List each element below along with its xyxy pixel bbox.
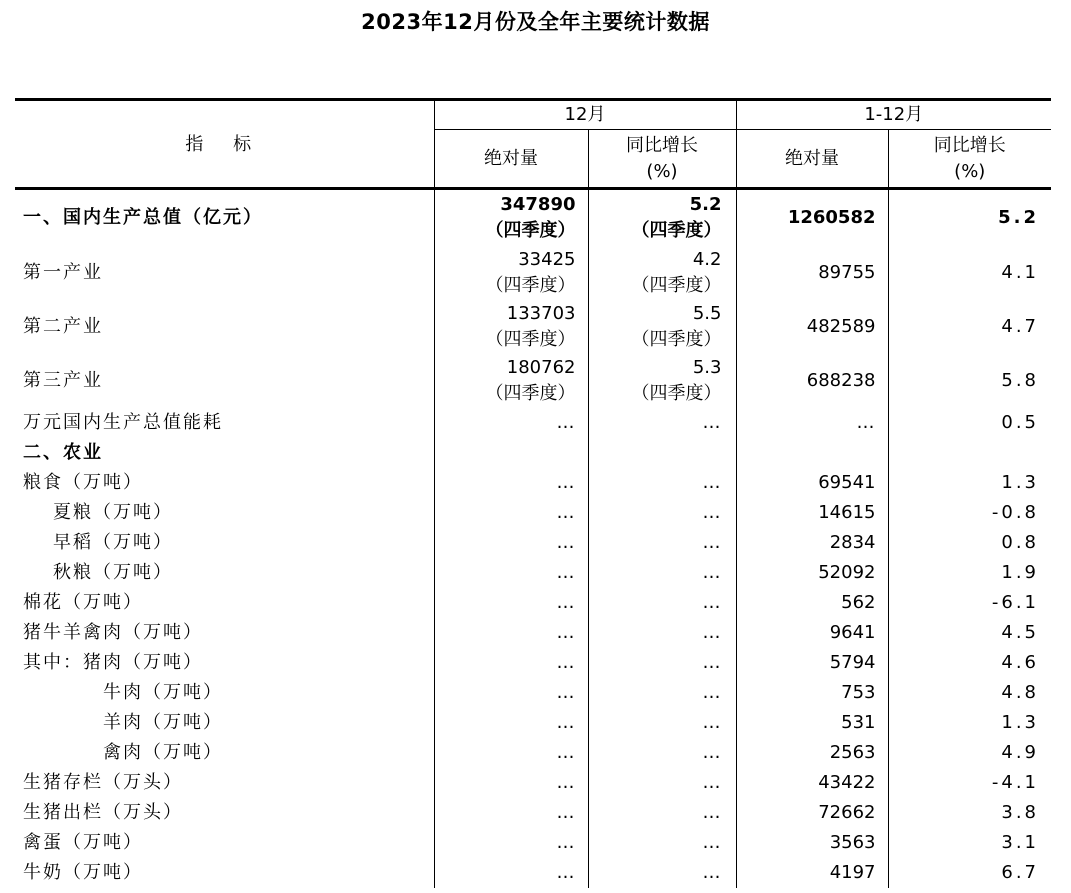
period-note: （四季度） bbox=[485, 329, 576, 350]
row-label: 万元国内生产总值能耗 bbox=[15, 408, 434, 438]
month-yoy-cell: … bbox=[588, 468, 736, 498]
period-note: （四季度） bbox=[631, 220, 722, 241]
month-yoy-cell: … bbox=[588, 408, 736, 438]
year-yoy-cell: -4.1 bbox=[991, 772, 1040, 793]
year-absolute-cell: 4197 bbox=[736, 858, 888, 888]
row-label: 牛奶（万吨） bbox=[15, 858, 434, 888]
row-label: 生猪出栏（万头） bbox=[15, 798, 434, 828]
table-row bbox=[15, 528, 1051, 558]
header-row-periods bbox=[15, 100, 1051, 130]
row-label: 牛肉（万吨） bbox=[15, 678, 434, 708]
table-row bbox=[15, 498, 1051, 528]
month-absolute-cell bbox=[434, 438, 588, 468]
year-period-header: 1-12月 bbox=[736, 100, 1051, 130]
month-absolute-cell bbox=[434, 300, 588, 354]
row-label: 一、国内生产总值（亿元） bbox=[15, 189, 434, 247]
period-note: （四季度） bbox=[631, 275, 722, 296]
section-row bbox=[15, 438, 1051, 468]
year-absolute-cell: 3563 bbox=[736, 828, 888, 858]
month-absolute-cell: … bbox=[434, 528, 588, 558]
statistics-table bbox=[15, 98, 1051, 888]
table-row bbox=[15, 189, 1051, 247]
month-yoy-cell bbox=[588, 189, 736, 247]
table-row bbox=[15, 708, 1051, 738]
period-note: （四季度） bbox=[485, 220, 576, 241]
table-row bbox=[15, 246, 1051, 300]
year-absolute-cell: 482589 bbox=[736, 300, 888, 354]
month-yoy-header bbox=[588, 130, 736, 189]
year-absolute-cell: 72662 bbox=[736, 798, 888, 828]
year-absolute-cell: 1260582 bbox=[736, 189, 888, 247]
page-title: 2023年12月份及全年主要统计数据 bbox=[361, 10, 710, 34]
month-yoy-cell: … bbox=[588, 528, 736, 558]
row-label: 羊肉（万吨） bbox=[15, 708, 434, 738]
year-absolute-header: 绝对量 bbox=[736, 130, 888, 189]
year-yoy-cell: 4.6 bbox=[1001, 652, 1040, 673]
year-yoy-cell: 6.7 bbox=[1001, 862, 1040, 883]
value: 180762 bbox=[506, 357, 576, 378]
month-yoy-cell: … bbox=[588, 618, 736, 648]
month-absolute-cell: … bbox=[434, 618, 588, 648]
month-absolute-cell: … bbox=[434, 738, 588, 768]
month-yoy-cell: … bbox=[588, 648, 736, 678]
row-label: 夏粮（万吨） bbox=[15, 498, 434, 528]
month-absolute-cell: … bbox=[434, 408, 588, 438]
table-row bbox=[15, 558, 1051, 588]
month-yoy-cell bbox=[588, 246, 736, 300]
month-absolute-cell: … bbox=[434, 768, 588, 798]
row-label: 禽蛋（万吨） bbox=[15, 828, 434, 858]
month-absolute-cell: … bbox=[434, 498, 588, 528]
table-row bbox=[15, 768, 1051, 798]
month-yoy-cell: … bbox=[588, 588, 736, 618]
table-row bbox=[15, 300, 1051, 354]
month-absolute-cell bbox=[434, 189, 588, 247]
month-yoy-cell: … bbox=[588, 678, 736, 708]
year-absolute-cell: 52092 bbox=[736, 558, 888, 588]
value: 4.2 bbox=[692, 249, 722, 270]
year-yoy-cell: 1.3 bbox=[1001, 472, 1040, 493]
month-absolute-cell: … bbox=[434, 798, 588, 828]
year-yoy-cell: 5.2 bbox=[998, 207, 1040, 228]
month-yoy-cell: … bbox=[588, 768, 736, 798]
section-heading: 二、农业 bbox=[15, 438, 434, 468]
indicator-column-header: 指 标 bbox=[15, 100, 434, 189]
year-yoy-cell: -0.8 bbox=[991, 502, 1040, 523]
year-absolute-cell: 43422 bbox=[736, 768, 888, 798]
value: 33425 bbox=[518, 249, 576, 270]
table-row bbox=[15, 738, 1051, 768]
month-absolute-cell: … bbox=[434, 558, 588, 588]
month-yoy-cell: … bbox=[588, 828, 736, 858]
period-note: （四季度） bbox=[631, 383, 722, 404]
month-absolute-cell bbox=[434, 246, 588, 300]
table-row bbox=[15, 588, 1051, 618]
month-absolute-cell: … bbox=[434, 678, 588, 708]
month-yoy-cell: … bbox=[588, 738, 736, 768]
value: 5.5 bbox=[692, 303, 722, 324]
row-label: 禽肉（万吨） bbox=[15, 738, 434, 768]
value: 347890 bbox=[500, 194, 576, 215]
year-yoy-cell: 4.7 bbox=[1001, 316, 1040, 337]
year-absolute-cell: 2834 bbox=[736, 528, 888, 558]
month-absolute-header: 绝对量 bbox=[434, 130, 588, 189]
month-absolute-cell: … bbox=[434, 858, 588, 888]
year-yoy-header-line2: (%) bbox=[954, 160, 986, 182]
value: 5.3 bbox=[692, 357, 722, 378]
table-row bbox=[15, 354, 1051, 408]
year-yoy-cell: 3.1 bbox=[1001, 832, 1040, 853]
row-label: 第三产业 bbox=[15, 354, 434, 408]
table-row bbox=[15, 648, 1051, 678]
year-yoy-cell: 4.9 bbox=[1001, 742, 1040, 763]
row-label: 早稻（万吨） bbox=[15, 528, 434, 558]
month-yoy-cell bbox=[588, 354, 736, 408]
row-label: 第二产业 bbox=[15, 300, 434, 354]
year-yoy-header-line1: 同比增长 bbox=[933, 134, 1006, 156]
year-yoy-cell: 0.5 bbox=[1001, 412, 1040, 433]
year-absolute-cell: 753 bbox=[736, 678, 888, 708]
year-yoy-cell: 3.8 bbox=[1001, 802, 1040, 823]
row-label: 第一产业 bbox=[15, 246, 434, 300]
month-yoy-cell: … bbox=[588, 708, 736, 738]
month-yoy-cell: … bbox=[588, 858, 736, 888]
year-absolute-cell: 2563 bbox=[736, 738, 888, 768]
month-yoy-header-line1: 同比增长 bbox=[626, 134, 698, 156]
row-label: 生猪存栏（万头） bbox=[15, 768, 434, 798]
year-absolute-cell: … bbox=[736, 408, 888, 438]
row-label: 猪牛羊禽肉（万吨） bbox=[15, 618, 434, 648]
month-absolute-cell: … bbox=[434, 828, 588, 858]
month-absolute-cell: … bbox=[434, 588, 588, 618]
year-yoy-cell: 1.3 bbox=[1001, 712, 1040, 733]
month-yoy-cell: … bbox=[588, 498, 736, 528]
year-yoy-cell: -6.1 bbox=[991, 592, 1040, 613]
table-row bbox=[15, 408, 1051, 438]
year-yoy-cell: 0.8 bbox=[1001, 532, 1040, 553]
year-yoy-header bbox=[888, 130, 1051, 189]
year-absolute-cell: 14615 bbox=[736, 498, 888, 528]
month-yoy-cell bbox=[588, 438, 736, 468]
year-yoy-cell: 5.8 bbox=[1001, 370, 1040, 391]
table-row bbox=[15, 858, 1051, 888]
year-absolute-cell: 9641 bbox=[736, 618, 888, 648]
month-yoy-cell bbox=[588, 300, 736, 354]
month-absolute-cell: … bbox=[434, 468, 588, 498]
row-label: 棉花（万吨） bbox=[15, 588, 434, 618]
value: 133703 bbox=[506, 303, 576, 324]
month-yoy-cell: … bbox=[588, 798, 736, 828]
year-yoy-cell: 4.5 bbox=[1001, 622, 1040, 643]
row-label: 秋粮（万吨） bbox=[15, 558, 434, 588]
year-absolute-cell: 89755 bbox=[736, 246, 888, 300]
table-row bbox=[15, 798, 1051, 828]
year-absolute-cell: 531 bbox=[736, 708, 888, 738]
year-absolute-cell: 562 bbox=[736, 588, 888, 618]
year-absolute-cell: 688238 bbox=[736, 354, 888, 408]
table-row bbox=[15, 678, 1051, 708]
table-row bbox=[15, 828, 1051, 858]
year-absolute-cell: 5794 bbox=[736, 648, 888, 678]
value: 5.2 bbox=[689, 194, 722, 215]
year-yoy-cell: 1.9 bbox=[1001, 562, 1040, 583]
month-absolute-cell: … bbox=[434, 708, 588, 738]
month-absolute-cell bbox=[434, 354, 588, 408]
period-note: （四季度） bbox=[485, 275, 576, 296]
year-yoy-cell bbox=[888, 438, 1051, 468]
month-absolute-cell: … bbox=[434, 648, 588, 678]
table-row bbox=[15, 468, 1051, 498]
year-yoy-cell: 4.1 bbox=[1001, 262, 1040, 283]
row-label: 其中：猪肉（万吨） bbox=[15, 648, 434, 678]
table-row bbox=[15, 618, 1051, 648]
row-label: 粮食（万吨） bbox=[15, 468, 434, 498]
year-yoy-cell: 4.8 bbox=[1001, 682, 1040, 703]
month-period-header: 12月 bbox=[434, 100, 736, 130]
period-note: （四季度） bbox=[485, 383, 576, 404]
period-note: （四季度） bbox=[631, 329, 722, 350]
year-absolute-cell: 69541 bbox=[736, 468, 888, 498]
month-yoy-cell: … bbox=[588, 558, 736, 588]
month-yoy-header-line2: (%) bbox=[646, 160, 678, 182]
year-absolute-cell bbox=[736, 438, 888, 468]
